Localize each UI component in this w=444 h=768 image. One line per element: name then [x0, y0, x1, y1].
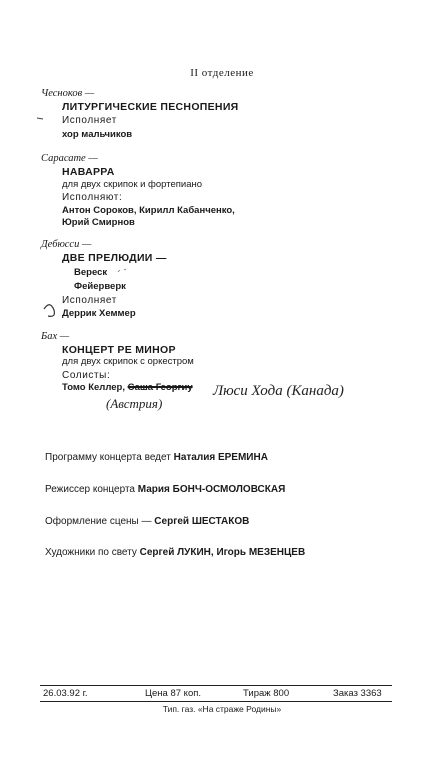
credit-name: Сергей ШЕСТАКОВ	[154, 516, 250, 527]
soloist-name: Томо Келлер,	[62, 382, 125, 393]
performer-label: Исполняют:	[62, 192, 123, 203]
credit-name: Сергей ЛУКИН, Игорь МЕЗЕНЦЕВ	[139, 547, 306, 558]
credit-director	[45, 484, 285, 495]
credit-label: Оформление сцены —	[45, 516, 152, 527]
printer-imprint: Тип. газ. «На страже Родины»	[162, 704, 282, 714]
credit-name: Мария БОНЧ-ОСМОЛОВСКАЯ	[137, 484, 286, 495]
soloists-label: Солисты:	[62, 370, 111, 381]
prelude-fireworks: Фейерверк	[74, 281, 126, 292]
price: Цена 87 коп.	[145, 688, 202, 699]
credit-label: Программу концерта ведет	[45, 452, 171, 463]
work-description: для двух скрипок с оркестром	[62, 356, 194, 367]
print-date: 26.03.92 г.	[43, 688, 88, 699]
performers-line-2: Юрий Смирнов	[62, 217, 135, 228]
footer-rule-top	[40, 685, 392, 686]
handwritten-note-country: (Австрия)	[106, 396, 163, 411]
composer-debussy: Дебюсси —	[41, 239, 92, 250]
performer-label: Исполняет	[62, 295, 117, 306]
credit-host	[45, 452, 268, 463]
performers-soloist: Деррик Хеммер	[62, 308, 136, 319]
credit-lighting	[45, 547, 305, 558]
performer-label: Исполняет	[62, 115, 117, 126]
pen-dash-mark	[37, 118, 43, 119]
section-title: II отделение	[190, 67, 254, 79]
struck-soloist-name: Саша Георгиу	[127, 382, 193, 393]
prelude-heather: Вереск	[74, 267, 108, 278]
composer-chesnokov: Чесноков —	[41, 88, 95, 99]
composer-bach: Бах —	[41, 331, 70, 342]
work-title-navarra: НАВАРРА	[62, 166, 115, 178]
circulation: Тираж 800	[243, 688, 290, 699]
performers-choir: хор мальчиков	[62, 129, 133, 140]
pen-check-mark	[44, 305, 54, 317]
order-number: Заказ 3363	[333, 688, 382, 699]
credit-stage-design	[45, 516, 249, 527]
pen-dots-mark	[118, 269, 126, 272]
work-description: для двух скрипок и фортепиано	[62, 179, 203, 190]
credit-label: Режиссер концерта	[45, 484, 135, 495]
handwritten-note: Люси Хода (Канада)	[213, 383, 344, 399]
work-title-concerto: КОНЦЕРТ РЕ МИНОР	[62, 344, 176, 356]
work-title-liturgical: ЛИТУРГИЧЕСКИЕ ПЕСНОПЕНИЯ	[62, 101, 239, 113]
performers-line-1: Антон Сороков, Кирилл Кабанченко,	[62, 205, 235, 216]
composer-sarasate: Сарасате —	[41, 153, 98, 164]
credit-name: Наталия ЕРЕМИНА	[173, 452, 268, 463]
footer-rule-bottom	[40, 701, 392, 702]
work-title-preludes: ДВЕ ПРЕЛЮДИИ —	[62, 252, 167, 264]
credit-label: Художники по свету	[45, 547, 137, 558]
